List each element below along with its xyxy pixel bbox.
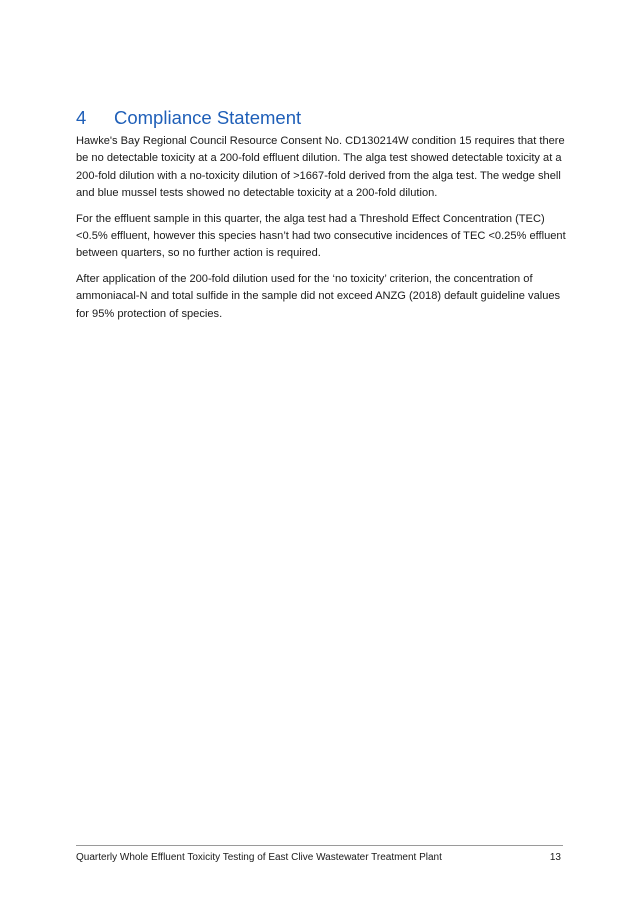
section-body [76,133,566,331]
footer-document-title: Quarterly Whole Effluent Toxicity Testing of East Clive Wastewater Treatment Plant [76,852,442,863]
footer-page-number: 13 [549,852,561,863]
paragraph-tec-result: For the effluent sample in this quarter, the alga test had a Threshold Effect Concentration (TEC) <0.5% effluent, however this species hasn’t had two consecutive incidences of TEC <0.25% effluent between quarters, so no further action is required. [76,212,566,260]
section-heading [76,105,576,131]
section-number: 4 [76,107,87,128]
section-title: Compliance Statement [114,107,302,128]
paragraph-consent-requirement: Hawke's Bay Regional Council Resource Consent No. CD130214W condition 15 requires that there be no detectable toxicity at a 200-fold effluent dilution. The alga test showed detectable toxicity at a 200-fold dilution with a no-toxicity dilution of >1667-fold derived from the alga test. The wedge shell and blue mussel tests showed no detectable toxicity at a 200-fold dilution. [76,135,565,200]
footer-divider [76,845,563,846]
paragraph-ammonia-sulfide: After application of the 200-fold dilution used for the ‘no toxicity’ criterion, the concentration of ammoniacal-N and total sulfide in the sample did not exceed ANZG (2018) default guideline values for 95% protection of species. [76,272,561,320]
